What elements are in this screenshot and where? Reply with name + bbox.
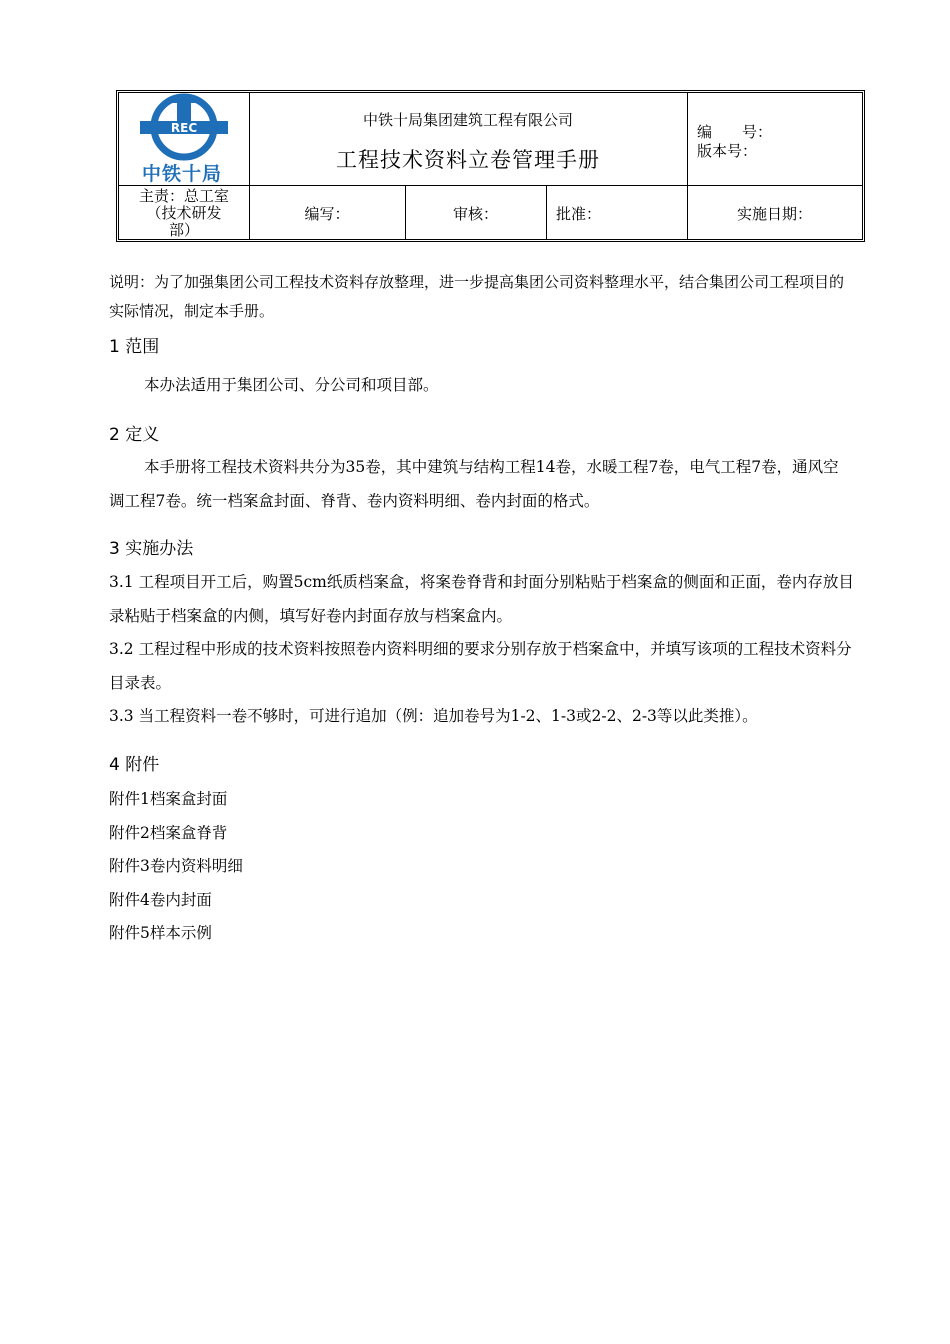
company-logo [134,93,234,185]
reviewer-label: 审核： [452,204,498,223]
company-name: 中铁十局集团建筑工程有限公司 [362,110,573,129]
reviewer-cell [405,185,546,241]
editor-cell [249,185,405,241]
title-cell [249,93,687,185]
date-cell [687,185,862,241]
section-heading-definition: 2 定义 [109,425,160,445]
meta-cell [687,93,865,185]
document-header-table [116,90,865,242]
logo-emblem-icon [134,93,234,163]
document-title: 工程技术资料立卷管理手册 [336,147,600,172]
attachment-item: 附件1档案盒封面 [109,790,228,808]
date-label: 实施日期： [736,204,812,223]
attachment-item: 附件5样本示例 [109,924,212,942]
scope-paragraph: 本办法适用于集团公司、分公司和项目部。 [144,376,439,394]
implementation-item: 3.3 当工程资料一卷不够时，可进行追加（例：追加卷号为1-2、1-3或2-2、2-3等以此类推）。 [109,707,758,725]
attachment-item: 附件2档案盒脊背 [109,824,228,842]
owner-cell [119,185,249,241]
section-heading-implementation: 3 实施办法 [109,539,194,559]
intro-paragraph: 说明：为了加强集团公司工程技术资料存放整理，进一步提高集团公司资料整理水平，结合集团公司工程项目的实际情况，制定本手册。 [109,273,845,320]
version-label: 版本号： [697,142,758,160]
attachment-item: 附件4卷内封面 [109,891,212,909]
owner-line: （技术研发 [146,203,222,222]
number-label: 编 号： [697,123,773,141]
logo-text: 中铁十局 [142,163,223,185]
approver-label: 批准： [556,204,602,223]
logo-cell [119,93,249,185]
section-heading-scope: 1 范围 [109,337,160,357]
logo-letters: REC [170,121,198,135]
attachment-item: 附件3卷内资料明细 [109,857,243,875]
owner-line: 主责：总工室 [138,186,229,205]
implementation-item: 3.2 工程过程中形成的技术资料按照卷内资料明细的要求分别存放于档案盒中，并填写该项的工程技术资料分目录表。 [109,640,852,692]
definition-paragraph: 本手册将工程技术资料共分为35卷，其中建筑与结构工程14卷，水暖工程7卷，电气工程7卷，通风空调工程7卷。统一档案盒封面、脊背、卷内资料明细、卷内封面的格式。 [109,458,839,510]
owner-line: 部） [168,220,199,239]
section-heading-attachments: 4 附件 [109,755,160,775]
approver-cell [546,185,687,241]
editor-label: 编写： [304,204,350,223]
implementation-item: 3.1 工程项目开工后，购置5cm纸质档案盒，将案卷脊背和封面分别粘贴于档案盒的侧面和正面，卷内存放目录粘贴于档案盒的内侧，填写好卷内封面存放与档案盒内。 [109,573,854,625]
